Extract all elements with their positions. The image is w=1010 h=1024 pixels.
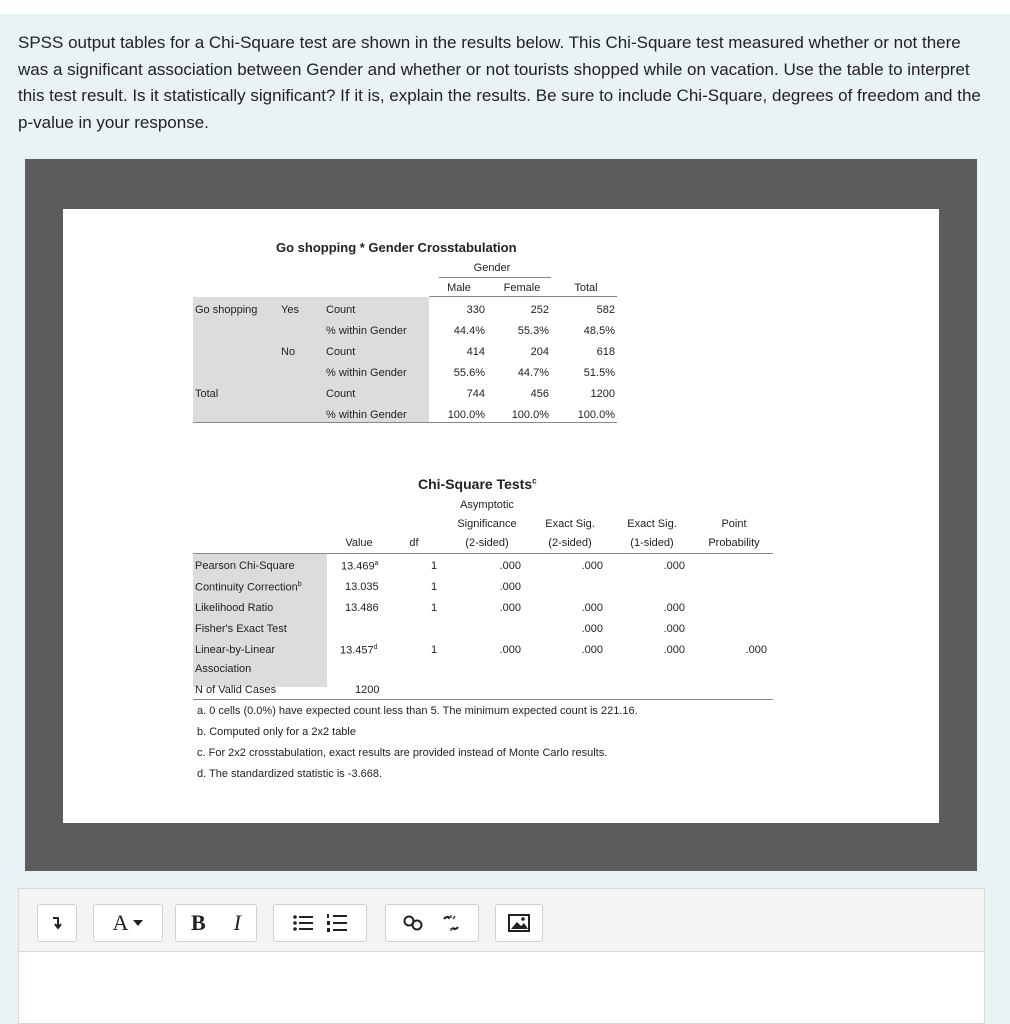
chevron-down-icon [133,919,143,927]
stat-label: Count [326,388,356,400]
list-group [273,904,367,942]
col-total: Total [574,282,598,294]
chisq-title-text: Chi-Square Tests [418,476,533,492]
chisq-row-label: N of Valid Cases [195,684,277,696]
bold-button[interactable]: B [190,910,206,935]
chisq-value-sup: d [373,644,378,651]
crosstab-cell: 330 [466,304,485,316]
image-frame [25,159,977,871]
chisq-header: df [409,537,419,549]
col-male: Male [447,282,471,294]
chisq-header: Exact Sig. [545,518,595,530]
rule [439,277,551,278]
bullet-list-icon[interactable] [293,915,313,931]
numbered-list-icon[interactable] [327,914,347,932]
total-label: Total [195,388,219,400]
chisq-row-label: Linear-by-Linear [195,644,276,656]
crosstab-cell: 51.5% [583,367,615,379]
chisq-asymp: .000 [499,644,521,656]
chisq-header: Value [345,537,373,549]
chisq-exact1: .000 [663,560,685,572]
chisq-exact2: .000 [581,623,603,635]
crosstab-cell: 100.0% [511,409,549,421]
chisq-value: 13.035 [345,581,379,593]
crosstab-cell: 1200 [590,388,615,400]
stat-label: % within Gender [326,367,407,379]
no-label: No [281,346,296,358]
chisq-header: (2-sided) [465,537,509,549]
crosstab-cell: 44.7% [517,367,549,379]
chisq-exact2: .000 [581,602,603,614]
footnote: b. Computed only for a 2x2 table [197,726,356,738]
chisq-row-label [195,581,302,594]
crosstab-cell: 55.6% [453,367,485,379]
crosstab-cell: 456 [530,388,549,400]
enter-arrow-icon [51,916,63,930]
crosstab-title: Go shopping * Gender Crosstabulation [276,240,517,255]
image-icon [508,914,530,932]
chisq-exact2: .000 [581,560,603,572]
enter-button[interactable] [37,904,77,942]
chisq-row-label: Likelihood Ratio [195,602,274,614]
chisq-df: 1 [431,560,438,572]
chisq-value: 1200 [355,684,380,696]
stat-label: Count [326,304,356,316]
question-panel [0,14,1010,1024]
stat-label: Count [326,346,356,358]
chisq-value-sup: a [374,560,379,567]
stat-label: % within Gender [326,409,407,421]
font-color-icon: A [112,910,129,935]
crosstab-cell: 414 [466,346,485,358]
stat-label: % within Gender [326,325,407,337]
font-format-dropdown[interactable] [93,904,163,942]
chisq-row-label: Association [195,663,252,675]
spss-output-image [63,209,939,823]
rule [193,422,617,423]
chisq-value: 13.486 [345,602,379,614]
chisq-df: 1 [431,581,438,593]
chisq-asymp: .000 [499,581,521,593]
crosstab-cell: 252 [530,304,549,316]
chisq-asymp: .000 [499,560,521,572]
gender-header: Gender [473,262,511,274]
crosstab-cell: 100.0% [577,409,615,421]
row-var-label: Go shopping [195,304,258,316]
crosstab-cell: 618 [596,346,615,358]
link-group [385,904,479,942]
chisq-header: Exact Sig. [627,518,677,530]
italic-button[interactable]: I [233,910,241,935]
rule [429,296,617,297]
crosstab-cell: 55.3% [517,325,549,337]
unlink-icon[interactable] [441,914,461,932]
yes-label: Yes [281,304,299,316]
footnote: c. For 2x2 crosstabulation, exact results are provided instead of Monte Carlo results. [197,747,608,759]
chisq-row-label: Fisher's Exact Test [195,623,287,635]
chisq-header: Asymptotic [460,499,514,511]
chisq-value-text: 13.457 [340,644,374,657]
footnote: d. The standardized statistic is -3.668. [197,768,383,780]
col-female: Female [503,282,541,294]
chisq-header: Significance [457,518,517,530]
chisq-row-label: Pearson Chi-Square [195,560,295,572]
chisq-exact1: .000 [663,602,685,614]
chisq-value-text: 13.469 [341,560,375,573]
chisq-header: (2-sided) [548,537,592,549]
editor-toolbar [18,888,985,952]
chisq-exact1: .000 [663,644,685,656]
chisq-df: 1 [431,602,438,614]
rule [193,699,773,700]
chisq-label-sup: b [297,581,302,588]
chisq-exact1: .000 [663,623,685,635]
question-text: SPSS output tables for a Chi-Square test are shown in the results below. This Chi-Square test measured whether or not there was a significant association between Gender and whether or not tourists shopped while on vacation. Use the table to interpret this test result. Is it statistically significant? If it is, explain the results. Be sure to include Chi-Square, degrees of freedom and the p-value in your response. [18,33,981,132]
chisq-asymp: .000 [499,602,521,614]
chisq-header: Point [721,518,747,530]
chisq-exact2: .000 [581,644,603,656]
crosstab-cell: 44.4% [453,325,485,337]
crosstab-cell: 100.0% [447,409,485,421]
crosstab-cell: 48.5% [583,325,615,337]
crosstab-cell: 204 [530,346,549,358]
crosstab-cell: 744 [466,388,485,400]
chisq-point: .000 [745,644,767,656]
insert-image-button[interactable] [495,904,543,942]
chisq-df: 1 [431,644,438,656]
text-style-group [175,904,257,942]
footnote: a. 0 cells (0.0%) have expected count less than 5. The minimum expected count is 221.16. [197,705,638,717]
chisq-value [341,560,379,573]
chisq-title [418,476,537,492]
chisq-title-sup: c [532,476,537,486]
chisq-value [340,644,378,657]
chisq-header: (1-sided) [630,537,674,549]
answer-editor[interactable] [18,952,985,1024]
link-icon[interactable] [403,914,423,932]
crosstab-cell: 582 [596,304,615,316]
chisq-row-label-text: Continuity Correction [195,581,298,594]
chisq-header: Probability [708,537,760,549]
